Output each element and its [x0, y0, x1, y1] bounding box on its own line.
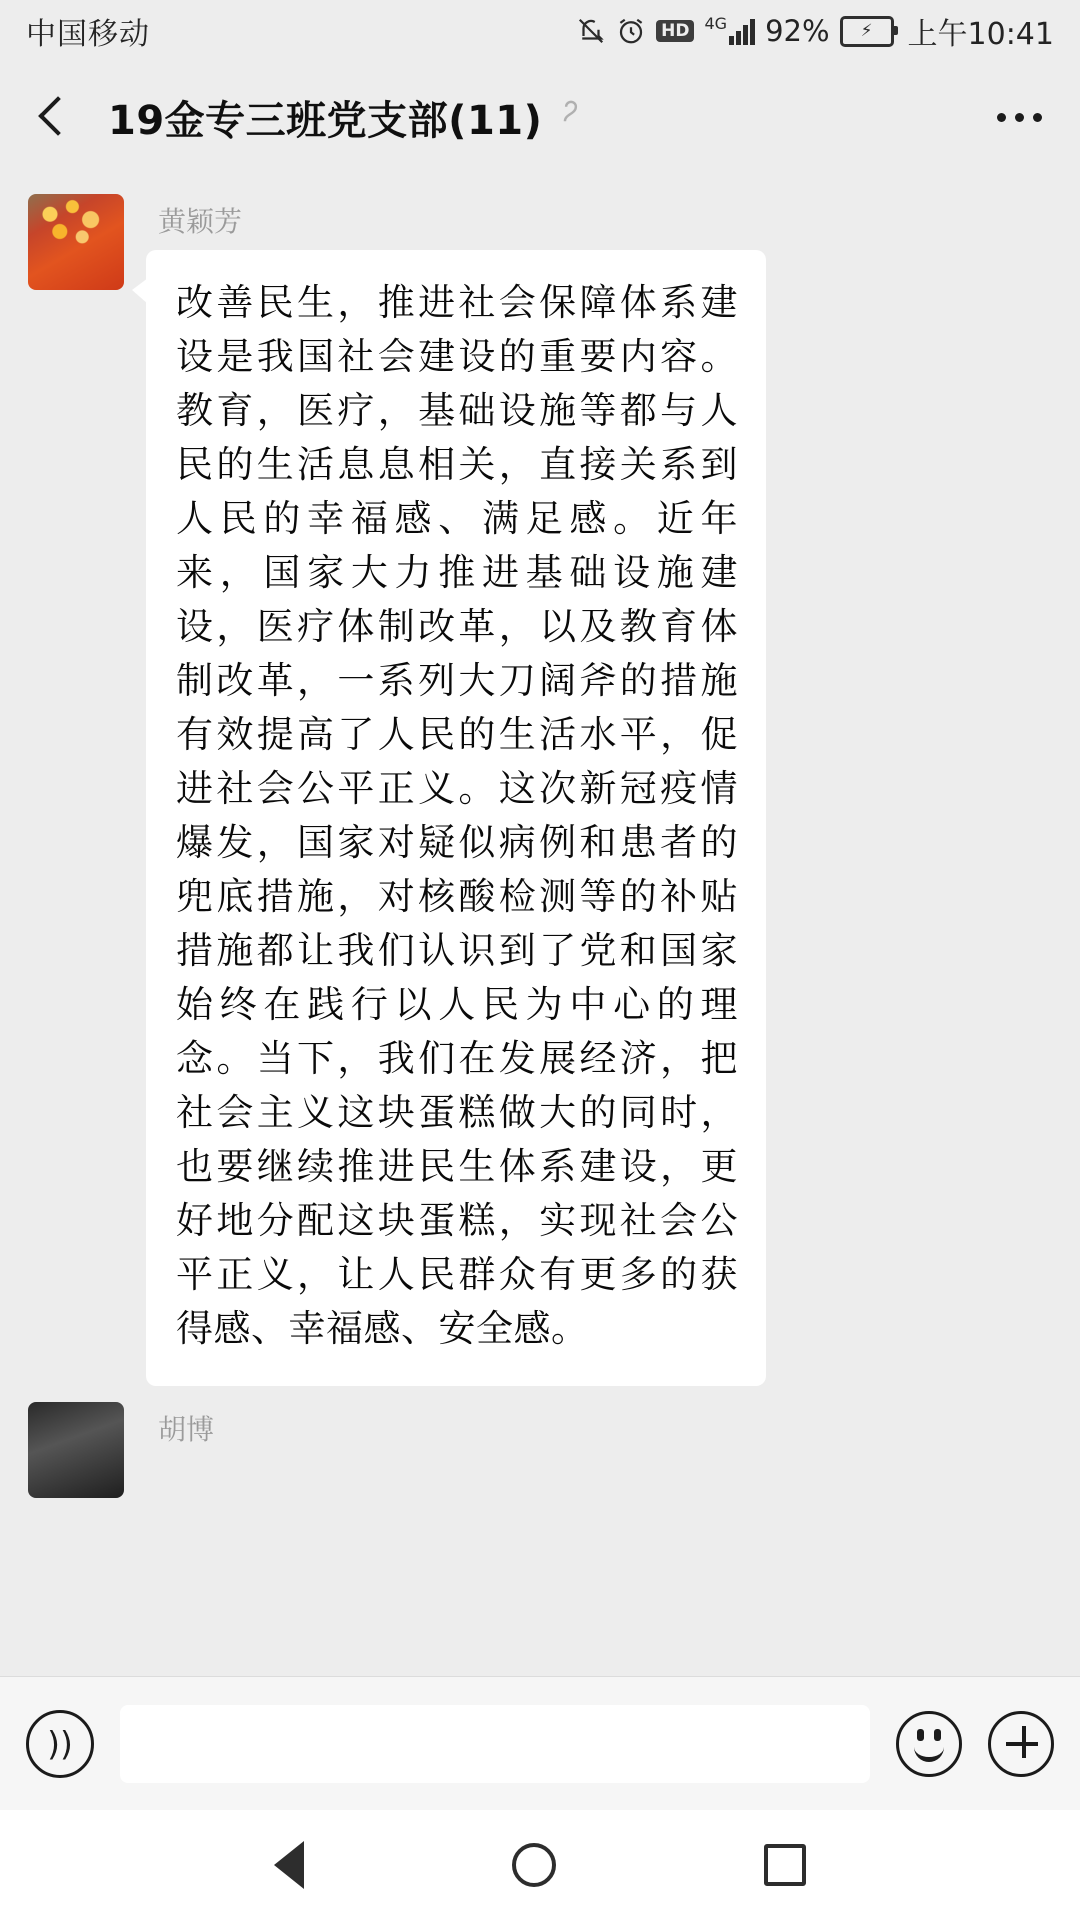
- mute-indicator-icon: [556, 97, 586, 137]
- message-input[interactable]: [120, 1705, 870, 1783]
- sender-name: 黄颖芳: [158, 205, 243, 238]
- status-icons: [576, 9, 1054, 53]
- carrier-label: 中国移动: [26, 17, 150, 52]
- message-item[interactable]: [0, 1386, 1080, 1498]
- message-list[interactable]: [0, 172, 1080, 1676]
- nav-home-icon[interactable]: [512, 1843, 556, 1887]
- alarm-clock-icon: [616, 16, 646, 46]
- emoji-face: [899, 1711, 959, 1777]
- clock-label: 上午10:41: [907, 17, 1054, 52]
- emoji-icon[interactable]: [896, 1711, 962, 1777]
- page-title: 19金专三班党支部(11): [108, 97, 543, 144]
- avatar[interactable]: [28, 1402, 124, 1498]
- message-input-bar: [0, 1676, 1080, 1810]
- battery-percent-label: 92%: [765, 14, 830, 48]
- network-label: 4G: [704, 14, 728, 33]
- plus-shape: [991, 1711, 1051, 1777]
- more-options-icon[interactable]: [997, 113, 1050, 122]
- chat-title-bar: [0, 62, 1080, 172]
- voice-input-icon[interactable]: [26, 1710, 94, 1778]
- nav-back-icon[interactable]: [274, 1841, 304, 1889]
- battery-bolt-glyph: ⚡: [860, 20, 873, 41]
- message-bubble[interactable]: 改善民生，推进社会保障体系建设是我国社会建设的重要内容。教育，医疗，基础设施等都与人民的生活息息相关，直接关系到人民的幸福感、满足感。近年来，国家大力推进基础设施建设，医疗体制改革，以及教育体制改革，一系列大刀阔斧的措施有效提高了人民的生活水平，促进社会公平正义。这次新冠疫情爆发，国家对疑似病例和患者的兜底措施，对核酸检测等的补贴措施都让我们认识到了党和国家始终在践行以人民为中心的理念。当下，我们在发展经济，把社会主义这块蛋糕做大的同时，也要继续推进民生体系建设，更好地分配这块蛋糕，实现社会公平正义，让人民群众有更多的获得感、幸福感、安全感。: [146, 250, 766, 1386]
- back-arrow-icon[interactable]: [30, 93, 78, 141]
- nav-recents-icon[interactable]: [764, 1844, 806, 1886]
- voice-glyph: )): [47, 1724, 73, 1763]
- hd-badge: HD: [656, 20, 694, 42]
- system-navigation-bar: [0, 1810, 1080, 1920]
- status-bar: [0, 0, 1080, 62]
- battery-charging-icon: [840, 16, 894, 47]
- message-body: [146, 1402, 214, 1458]
- add-more-icon[interactable]: [988, 1711, 1054, 1777]
- message-body: [146, 194, 766, 1386]
- signal-bars-icon: [729, 17, 755, 45]
- mute-bell-icon: [576, 16, 606, 46]
- network-indicator: [704, 14, 755, 45]
- sender-name: 胡博: [158, 1413, 215, 1446]
- message-item[interactable]: [0, 172, 1080, 1386]
- avatar[interactable]: [28, 194, 124, 290]
